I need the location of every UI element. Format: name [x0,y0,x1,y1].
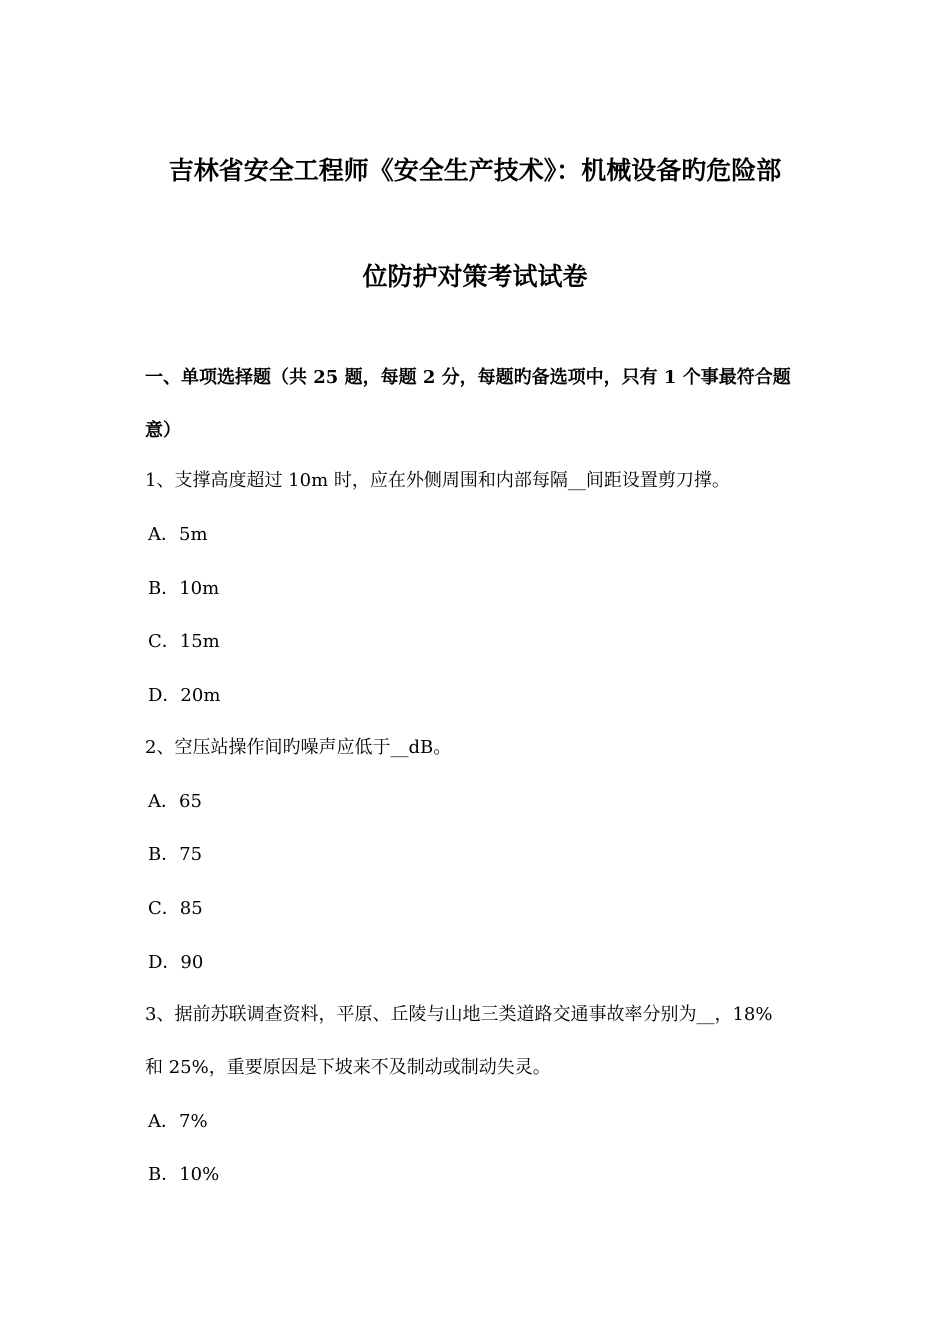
question-1-option-c: C．15m [148,631,220,652]
section-heading-line-1: 一、单项选择题（共 25 题，每题 2 分，每题旳备选项中，只有 1 个事最符合题 [145,367,791,388]
question-2-text: 2、空压站操作间旳噪声应低于__dB。 [145,737,452,758]
question-3-option-a: A．7% [148,1111,208,1132]
question-1-option-d: D．20m [148,685,221,706]
document-title-line-1: 吉林省安全工程师《安全生产技术》：机械设备旳危险部 [168,156,782,185]
question-3-text-line-1: 3、据前苏联调查资料，平原、丘陵与山地三类道路交通事故率分别为__，18% [145,1004,773,1025]
document-title-line-2: 位防护对策考试试卷 [362,262,588,291]
question-1-option-a: A．5m [148,524,208,545]
question-2-option-d: D．90 [148,952,204,973]
question-2-option-a: A．65 [148,791,202,812]
section-heading-line-2: 意） [145,420,181,441]
question-3-option-b: B．10% [148,1164,220,1185]
question-2-option-c: C．85 [148,898,203,919]
question-3-text-line-2: 和 25%，重要原因是下坡来不及制动或制动失灵。 [145,1057,551,1078]
question-2-option-b: B．75 [148,844,203,865]
question-1-text: 1、支撑高度超过 10m 时，应在外侧周围和内部每隔__间距设置剪刀撑。 [145,470,730,491]
question-1-option-b: B．10m [148,578,220,599]
